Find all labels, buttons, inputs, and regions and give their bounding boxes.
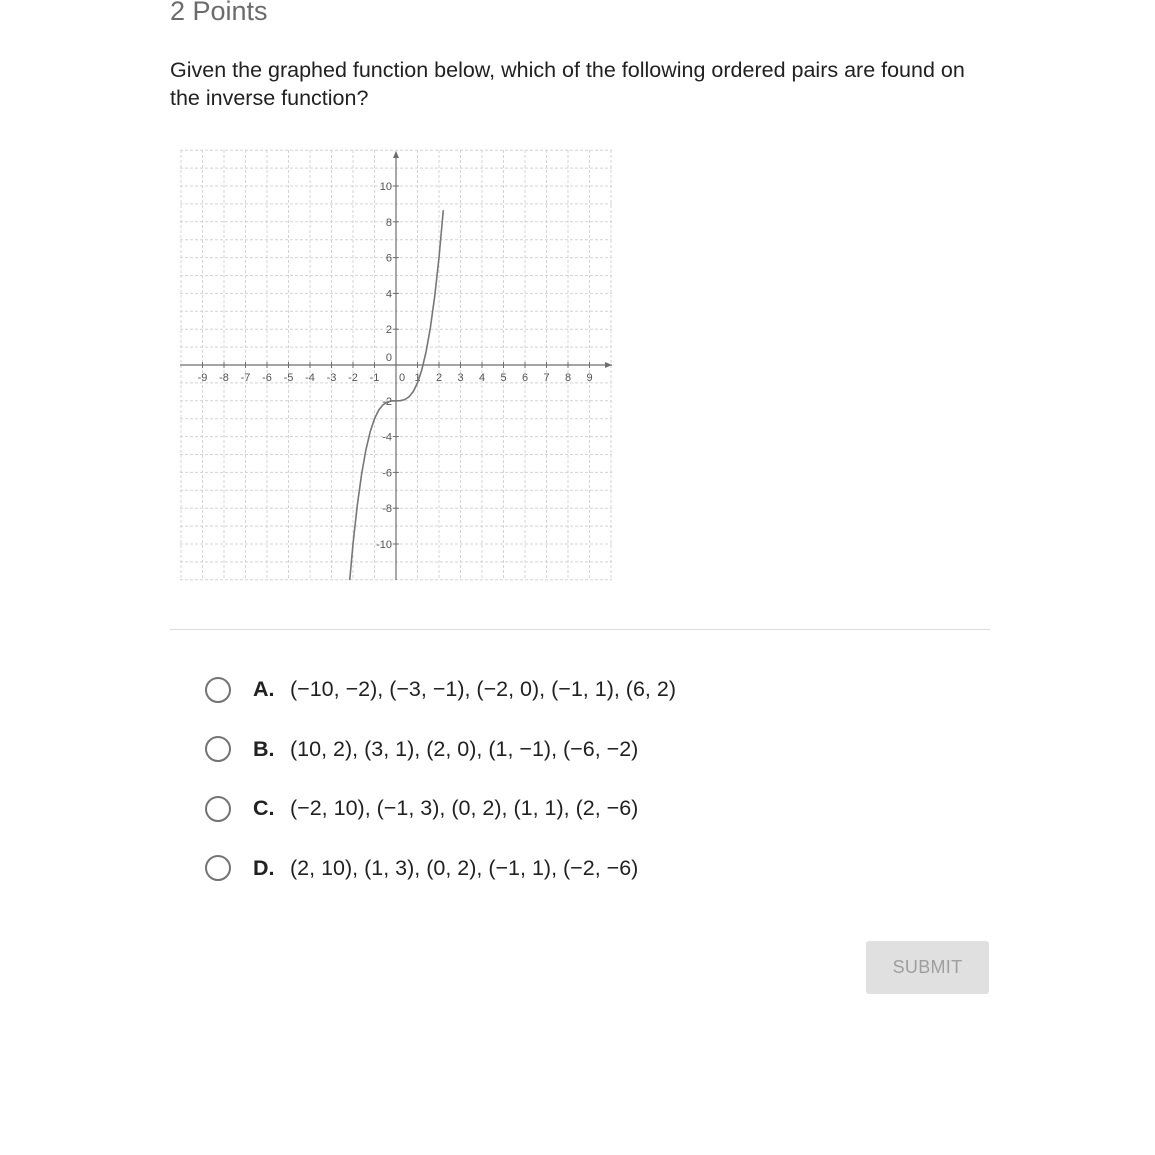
y-tick-label: 2 xyxy=(385,324,392,337)
x-tick-label: -9 xyxy=(197,372,208,384)
option-letter: B. xyxy=(253,736,275,761)
x-tick-label: -6 xyxy=(262,372,272,384)
x-tick-label: 8 xyxy=(564,372,572,384)
option-text: (−2, 10), (−1, 3), (0, 2), (1, 1), (2, −6) xyxy=(290,796,639,821)
y-tick-label: -2 xyxy=(382,395,392,408)
y-tick-label: 0 xyxy=(385,352,392,364)
y-tick-label: 4 xyxy=(385,288,392,301)
x-tick-label: -5 xyxy=(283,372,294,384)
y-axis-arrow xyxy=(393,151,399,158)
x-tick-label: 0 xyxy=(398,372,406,384)
option-b[interactable] xyxy=(205,720,985,780)
y-tick-label: 6 xyxy=(385,252,392,265)
answer-options xyxy=(205,660,985,898)
option-text: (−10, −2), (−3, −1), (−2, 0), (−1, 1), (6, 2) xyxy=(290,677,676,702)
radio-button-b[interactable] xyxy=(205,736,231,762)
option-text: (2, 10), (1, 3), (0, 2), (−1, 1), (−2, −6) xyxy=(290,855,639,880)
option-a[interactable] xyxy=(205,660,985,720)
x-tick-label: 5 xyxy=(500,372,507,384)
divider xyxy=(170,629,990,630)
radio-button-a[interactable] xyxy=(205,677,231,703)
y-tick-label: -4 xyxy=(382,431,392,444)
x-tick-label: 4 xyxy=(478,372,486,384)
option-letter: C. xyxy=(253,796,275,821)
question-text: Given the graphed function below, which of the following ordered pairs are found on the inverse function? xyxy=(170,58,965,110)
graph-svg xyxy=(178,148,614,582)
x-tick-label: 6 xyxy=(521,372,529,384)
option-d[interactable] xyxy=(205,839,985,899)
x-tick-label: 1 xyxy=(414,372,421,384)
radio-button-c[interactable] xyxy=(205,796,231,822)
option-letter: D. xyxy=(253,855,275,880)
option-letter: A. xyxy=(253,677,275,702)
x-tick-label: 9 xyxy=(586,372,593,384)
y-tick-label: -10 xyxy=(376,539,392,551)
x-tick-label: -8 xyxy=(219,372,229,384)
x-tick-label: -2 xyxy=(348,372,358,384)
option-text: (10, 2), (3, 1), (2, 0), (1, −1), (−6, −2) xyxy=(290,736,639,761)
function-graph xyxy=(178,148,614,582)
x-tick-label: -4 xyxy=(305,372,315,384)
submit-button[interactable]: SUBMIT xyxy=(866,941,989,994)
option-c[interactable] xyxy=(205,779,985,839)
y-tick-label: 8 xyxy=(385,216,392,229)
x-tick-label: -7 xyxy=(240,372,251,384)
y-tick-label: -8 xyxy=(382,503,392,516)
x-tick-label: 2 xyxy=(435,372,443,384)
x-tick-label: 7 xyxy=(543,372,550,384)
x-tick-label: -3 xyxy=(326,372,337,384)
points-label: 2 Points xyxy=(170,0,268,26)
y-tick-label: 10 xyxy=(379,181,392,193)
radio-button-d[interactable] xyxy=(205,855,231,881)
y-tick-label: -6 xyxy=(382,467,392,480)
x-tick-label: 3 xyxy=(457,372,464,384)
x-tick-label: -1 xyxy=(369,372,380,384)
